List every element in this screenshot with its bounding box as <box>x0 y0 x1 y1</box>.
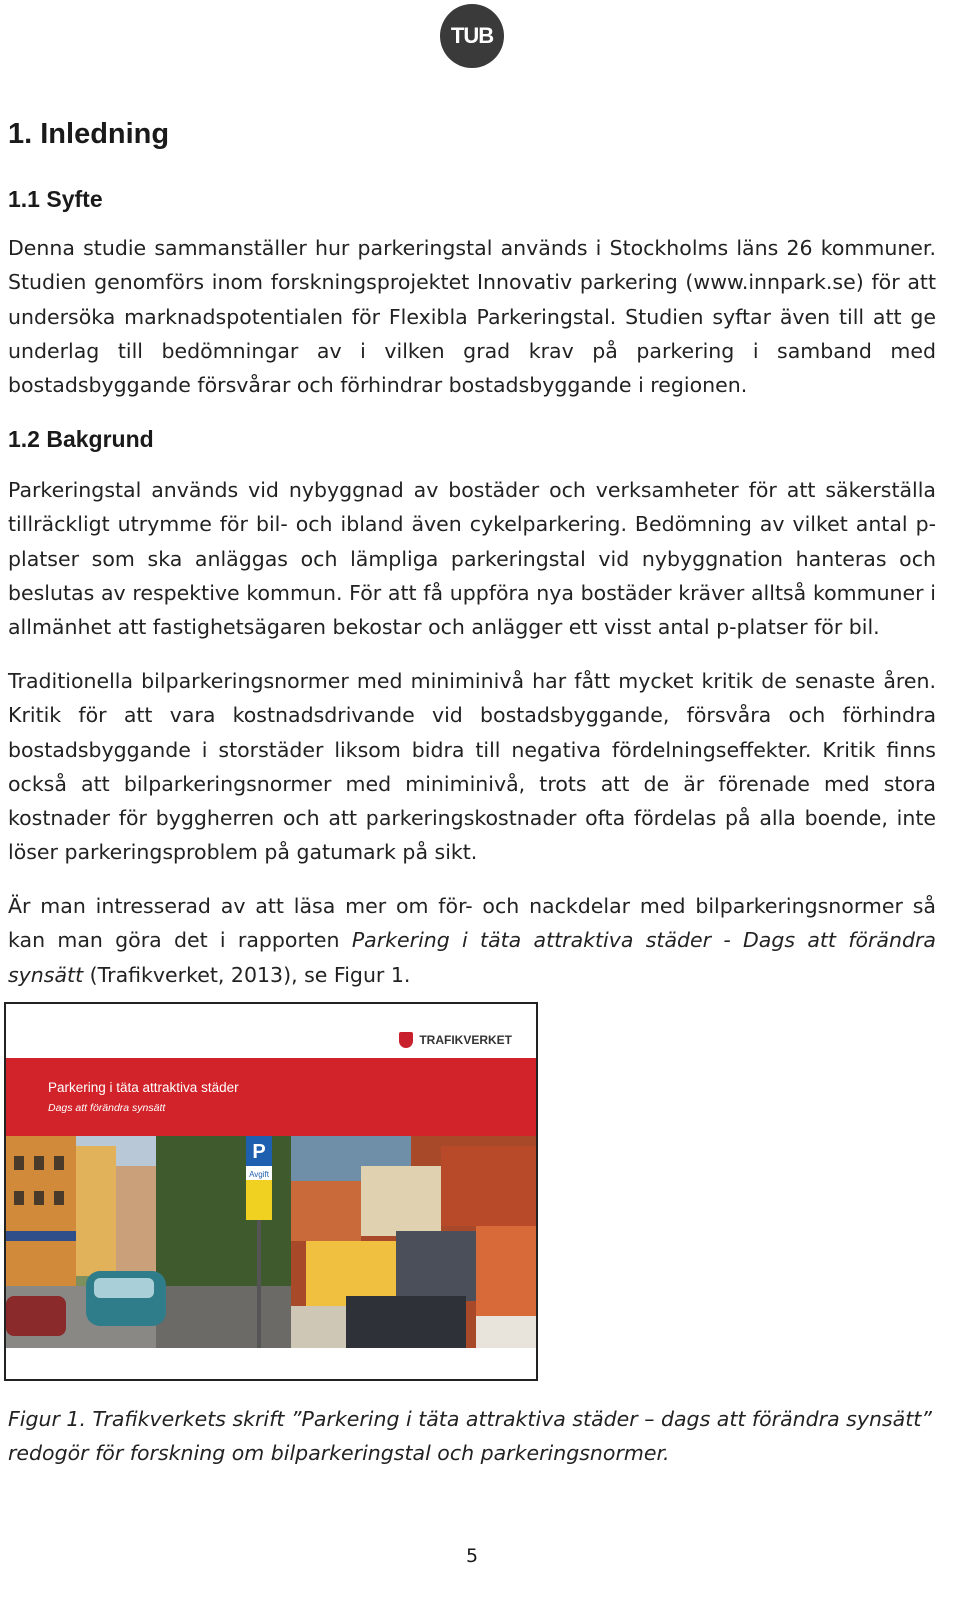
page-number: 5 <box>465 1545 479 1567</box>
figure-caption: Figur 1. Trafikverkets skrift ”Parkering i täta attraktiva städer – dags att förändra synsätt” redogör för forskning om bilparkeringstal och parkeringsnormer. <box>8 1407 932 1466</box>
cover-photo-illustration <box>6 1136 536 1348</box>
paragraph-bakgrund-3-citation: (Trafikverket, 2013), se Figur 1. <box>83 962 411 987</box>
trafikverket-logo-text: TRAFIKVERKET <box>419 1033 512 1047</box>
section-heading-bakgrund: 1.2 Bakgrund <box>8 426 154 452</box>
paragraph-bakgrund-1: Parkeringstal används vid nybyggnad av bostäder och verksamheter för att säkerställa tillräckligt utrymme för bil- och ibland även cykelparkering. Bedömning av vilket antal p-platser som ska anläggas och lämpliga parkeringstal vid nybyggnation hanteras och beslutas av respektive kommun. För att få uppföra nya bostäder kräver alltså kommuner i allmänhet att fastighetsägaren bekostar och anlägger ett visst antal p-platser för bil. <box>8 478 936 640</box>
logo-text: TUB <box>450 23 494 48</box>
tub-logo <box>440 4 504 68</box>
cover-red-band <box>6 1058 536 1136</box>
cover-subtitle: Dags att förändra synsätt <box>48 1102 166 1114</box>
paragraph-bakgrund-3-text: Är man intresserad av att läsa mer om för- och nackdelar med bilparkeringsnormer så kan man göra det i rapporten <box>8 894 936 953</box>
report-title-reference: Parkering i täta attraktiva städer - Dags att förändra synsätt <box>8 928 936 987</box>
paragraph-syfte: Denna studie sammanställer hur parkeringstal används i Stockholms läns 26 kommuner. Studien genomförs inom forskningsprojektet Innovativ parkering (www.innpark.se) för att undersöka marknadspotentialen för Flexibla Parkeringstal. Studien syftar även till att ge underlag till bedömningar av i vilken grad krav på parkering i samband med bostadsbyggande försvårar och förhindrar bostadsbyggande i regionen. <box>8 236 936 398</box>
paragraph-bakgrund-3 <box>8 889 936 992</box>
crown-shield-icon <box>399 1032 413 1048</box>
report-cover-figure <box>4 1002 538 1381</box>
cover-header <box>6 1004 536 1058</box>
cover-title: Parkering i täta attraktiva städer <box>48 1080 239 1095</box>
cover-photo-street-and-rooftops <box>6 1136 536 1348</box>
section-heading-syfte: 1.1 Syfte <box>8 186 103 212</box>
paragraph-bakgrund-2: Traditionella bilparkeringsnormer med miniminivå har fått mycket kritik de senaste åren. Kritik för att vara kostnadsdrivande vid bostadsbyggande, försvåra och förhindra bostadsbyggande i storstäder liksom bidra till negativa fördelningseffekter. Kritik finns också att bilparkeringsnormer med miniminivå, trots att de är förenade med stora kostnader för byggherren och att parkeringskostnader ofta fördelas på alla boende, inte löser parkeringsproblem på gatumark på sikt. <box>8 669 936 865</box>
chapter-title: 1. Inledning <box>8 118 170 150</box>
svg-text:P: P <box>252 1141 266 1163</box>
svg-text:Avgift: Avgift <box>249 1170 269 1179</box>
trafikverket-logo <box>399 1032 512 1048</box>
